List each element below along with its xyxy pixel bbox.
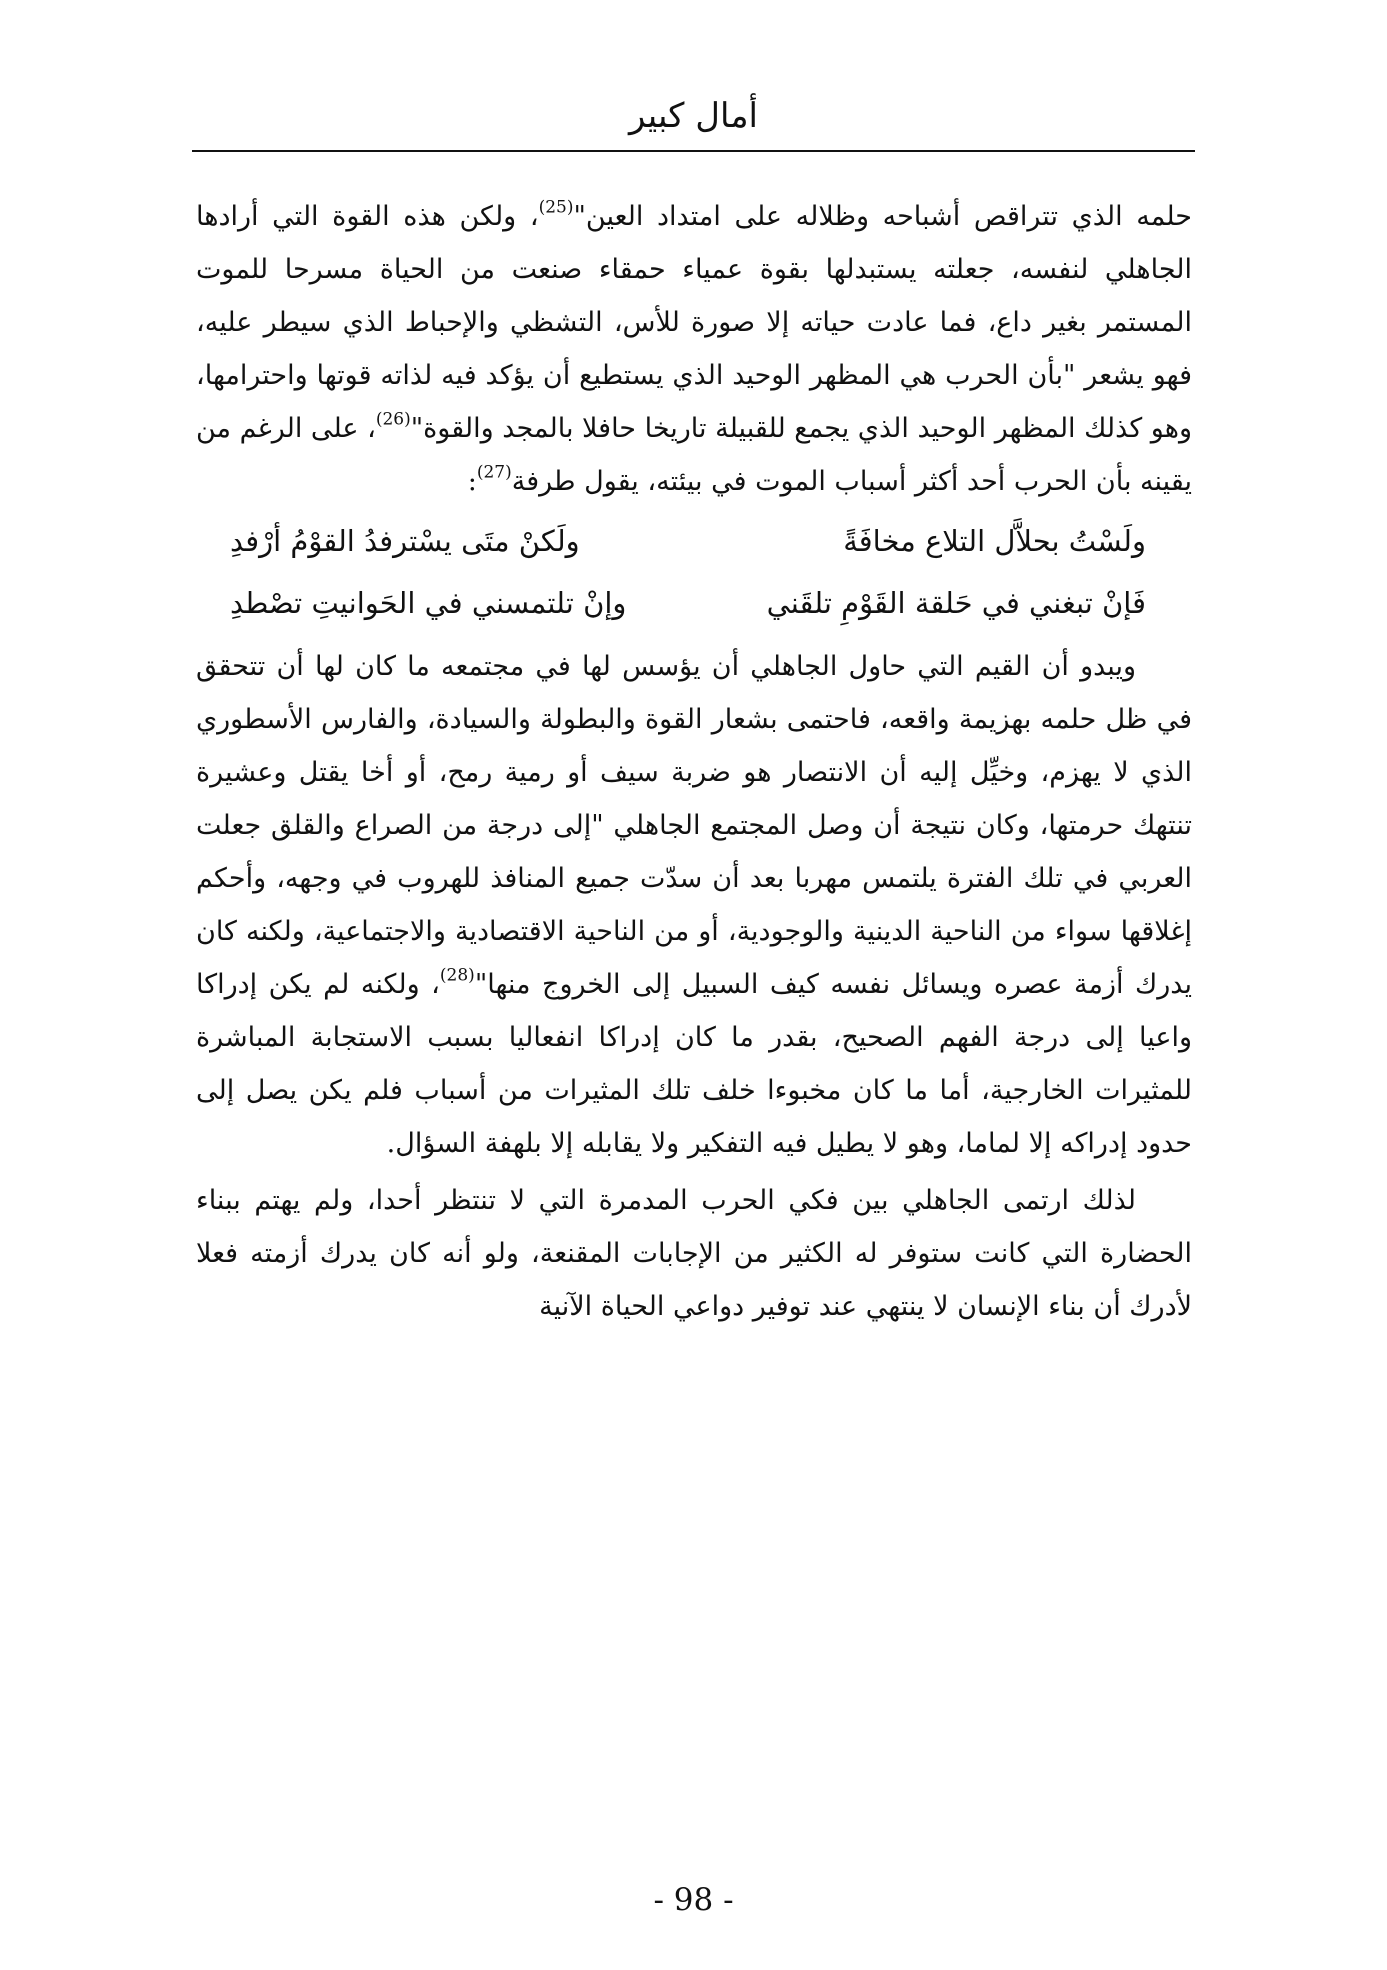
paragraph-1-text-a: حلمه الذي تتراقص أشباحه وظلاله على امتداد العين" — [573, 201, 1192, 232]
paragraph-3-text: لذلك ارتمى الجاهلي بين فكي الحرب المدمرة التي لا تنتظر أحدا، ولم يهتم ببناء الحضارة التي كانت ستوفر له الكثير من الإجابات المقنعة، ولو أنه كان يدرك أزمته فعلا لأدرك أن بناء الإنسان لا ينتهي عند توفير دواعي الحياة الآنية — [196, 1185, 1192, 1322]
paragraph-3 — [196, 1174, 1192, 1333]
poem-verse-1 — [196, 510, 1192, 572]
page-number: - 98 - — [653, 1882, 734, 1918]
verse-1-second-hemistich: ولَكنْ متَى يسْترفدُ القوْمُ أرْفدِ — [230, 524, 580, 558]
footnote-ref-28: (28) — [439, 965, 475, 986]
footnote-ref-25: (25) — [538, 197, 574, 218]
paragraph-2-text-b: ، ولكنه لم يكن إدراكا واعيا إلى درجة الفهم الصحيح، بقدر ما كان إدراكا انفعاليا بسبب الاستجابة المباشرة للمثيرات الخارجية، أما ما كان مخبوءا خلف تلك المثيرات من أسباب فلم يكن يصل إلى حدود إدراكه إلا لماما، وهو لا يطيل فيه التفكير ولا يقابله إلا بلهفة السؤال. — [196, 969, 1192, 1159]
paragraph-1-text-d: : — [467, 466, 477, 497]
verse-1-first-hemistich: ولَسْتُ بحلاَّل التلاع مخافَةً — [843, 524, 1146, 558]
footnote-ref-26: (26) — [375, 409, 411, 430]
footnote-ref-27: (27) — [476, 462, 512, 483]
verse-2-first-hemistich: فَإنْ تبغني في حَلقة القَوْمِ تلقَني — [766, 586, 1146, 620]
paragraph-1-text-b: ، ولكن هذه القوة التي أرادها الجاهلي لنفسه، جعلته يستبدلها بقوة عمياء حمقاء صنعت من الحياة مسرحا للموت المستمر بغير داع، فما عادت حياته إلا صورة للأس، التشظي والإحباط الذي سيطر عليه، فهو يشعر "بأن الحرب هي المظهر الوحيد الذي يستطيع أن يؤكد فيه لذاته قوتها واحترامها، وهو كذلك المظهر الوحيد الذي يجمع للقبيلة تاريخا حافلا بالمجد والقوة" — [196, 201, 1193, 444]
poem-verse-2 — [196, 572, 1192, 634]
paragraph-1-text-c: ، على الرغم من يقينه بأن الحرب أحد أكثر أسباب الموت في بيئته، يقول طرفة — [196, 413, 1192, 497]
header-divider — [192, 150, 1195, 152]
paragraph-2 — [196, 640, 1192, 1170]
paragraph-2-text-a: ويبدو أن القيم التي حاول الجاهلي أن يؤسس لها في مجتمعه ما كان لها أن تتحقق في ظل حلمه بهزيمة واقعه، فاحتمى بشعار القوة والبطولة والسيادة، والفارس الأسطوري الذي لا يهزم، وخيِّل إليه أن الانتصار هو ضربة سيف أو رمية رمح، أو أخا يقتل وعشيرة تنتهك حرمتها، وكان نتيجة أن وصل المجتمع الجاهلي "إلى درجة من الصراع والقلق جعلت العربي في تلك الفترة يلتمس مهربا بعد أن سدّت جميع المنافذ للهروب في وجهه، وأحكم إغلاقها سواء من الناحية الدينية والوجودية، أو من الناحية الاقتصادية والاجتماعية، ولكنه كان يدرك أزمة عصره ويسائل نفسه كيف السبيل إلى الخروج منها" — [196, 651, 1192, 1000]
page-body — [196, 190, 1192, 1333]
running-header-title: أمال كبير — [629, 96, 758, 136]
paragraph-1 — [196, 190, 1192, 508]
verse-2-second-hemistich: وإنْ تلتمسني في الحَوانيتِ تصْطدِ — [230, 586, 627, 620]
poem-block — [196, 510, 1192, 634]
